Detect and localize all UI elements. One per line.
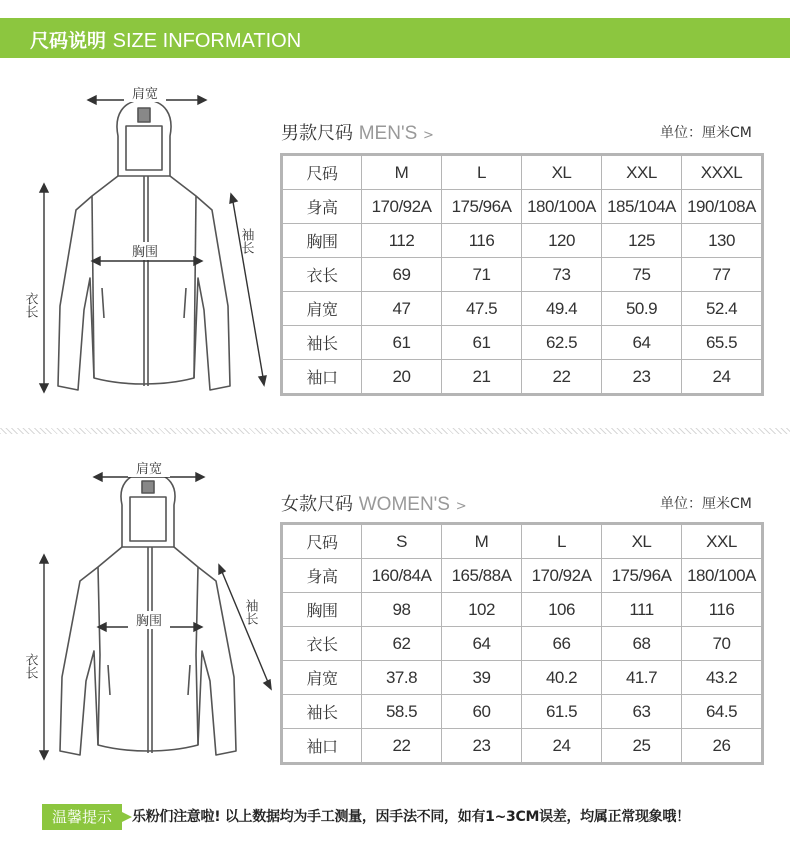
table-cell: 64 bbox=[442, 627, 522, 661]
table-row bbox=[282, 155, 763, 190]
table-cell: 43.2 bbox=[682, 661, 763, 695]
table-cell: 180/100A bbox=[522, 190, 602, 224]
table-row bbox=[282, 258, 763, 292]
table-cell: 160/84A bbox=[362, 559, 442, 593]
women-length-label: 衣长 bbox=[22, 653, 38, 679]
table-cell: 47.5 bbox=[442, 292, 522, 326]
table-cell: XL bbox=[522, 155, 602, 190]
table-row bbox=[282, 593, 763, 627]
row-header-cell: 衣长 bbox=[282, 627, 362, 661]
table-cell: 73 bbox=[522, 258, 602, 292]
table-cell: 170/92A bbox=[362, 190, 442, 224]
table-cell: 116 bbox=[682, 593, 763, 627]
table-cell: 50.9 bbox=[602, 292, 682, 326]
table-cell: 62.5 bbox=[522, 326, 602, 360]
table-cell: 106 bbox=[522, 593, 602, 627]
women-size-table bbox=[280, 522, 764, 765]
table-cell: 24 bbox=[522, 729, 602, 764]
header-title-cn: 尺码说明 bbox=[30, 30, 107, 52]
men-chest-label: 胸围 bbox=[131, 245, 159, 260]
table-cell: 111 bbox=[602, 593, 682, 627]
table-cell: 71 bbox=[442, 258, 522, 292]
women-section-title bbox=[281, 490, 467, 516]
table-cell: 66 bbox=[522, 627, 602, 661]
table-cell: 22 bbox=[362, 729, 442, 764]
table-cell: 77 bbox=[682, 258, 763, 292]
men-section-title bbox=[281, 119, 434, 145]
men-title-cn: 男款尺码 bbox=[281, 123, 353, 144]
table-cell: 58.5 bbox=[362, 695, 442, 729]
men-length-label: 衣长 bbox=[22, 292, 38, 318]
row-header-cell: 袖口 bbox=[282, 360, 362, 395]
women-unit: 单位：厘米CM bbox=[660, 496, 752, 512]
table-cell: 37.8 bbox=[362, 661, 442, 695]
women-chest-label: 胸围 bbox=[135, 614, 163, 629]
table-cell: M bbox=[362, 155, 442, 190]
women-jacket-diagram bbox=[14, 455, 274, 780]
table-cell: 125 bbox=[602, 224, 682, 258]
table-cell: 25 bbox=[602, 729, 682, 764]
header-banner bbox=[0, 18, 790, 58]
section-divider bbox=[0, 428, 790, 434]
table-cell: 70 bbox=[682, 627, 763, 661]
tip-text: 乐粉们注意啦! 以上数据均为手工测量，因手法不同，如有1~3CM误差，均属正常现象哦！ bbox=[132, 809, 690, 825]
table-cell: L bbox=[442, 155, 522, 190]
men-jacket-diagram bbox=[14, 78, 274, 403]
header-banner-tip bbox=[312, 18, 340, 58]
table-cell: L bbox=[522, 524, 602, 559]
table-cell: 120 bbox=[522, 224, 602, 258]
table-cell: 20 bbox=[362, 360, 442, 395]
table-row bbox=[282, 292, 763, 326]
men-title-en: MEN'S bbox=[358, 123, 418, 144]
table-row bbox=[282, 224, 763, 258]
table-cell: 64 bbox=[602, 326, 682, 360]
table-row bbox=[282, 559, 763, 593]
table-cell: 175/96A bbox=[602, 559, 682, 593]
table-cell: XXXL bbox=[682, 155, 763, 190]
table-cell: 65.5 bbox=[682, 326, 763, 360]
tip-badge: 温馨提示 bbox=[42, 804, 122, 830]
table-row bbox=[282, 190, 763, 224]
row-header-cell: 胸围 bbox=[282, 224, 362, 258]
table-cell: 130 bbox=[682, 224, 763, 258]
table-cell: S bbox=[362, 524, 442, 559]
table-cell: 175/96A bbox=[442, 190, 522, 224]
table-cell: 170/92A bbox=[522, 559, 602, 593]
table-cell: XL bbox=[602, 524, 682, 559]
women-title-arrow: > bbox=[455, 499, 467, 514]
table-cell: XXL bbox=[602, 155, 682, 190]
table-row bbox=[282, 695, 763, 729]
table-cell: 165/88A bbox=[442, 559, 522, 593]
table-cell: 41.7 bbox=[602, 661, 682, 695]
men-size-table bbox=[280, 153, 764, 396]
row-header-cell: 尺码 bbox=[282, 155, 362, 190]
table-cell: XXL bbox=[682, 524, 763, 559]
row-header-cell: 肩宽 bbox=[282, 661, 362, 695]
table-cell: 112 bbox=[362, 224, 442, 258]
men-title-arrow: > bbox=[423, 128, 434, 143]
table-cell: 52.4 bbox=[682, 292, 763, 326]
women-title-en: WOMEN'S bbox=[358, 494, 450, 515]
table-cell: 102 bbox=[442, 593, 522, 627]
table-cell: 23 bbox=[602, 360, 682, 395]
table-cell: 49.4 bbox=[522, 292, 602, 326]
table-cell: 180/100A bbox=[682, 559, 763, 593]
table-cell: 26 bbox=[682, 729, 763, 764]
row-header-cell: 肩宽 bbox=[282, 292, 362, 326]
table-row bbox=[282, 661, 763, 695]
table-cell: 68 bbox=[602, 627, 682, 661]
header-title bbox=[30, 26, 301, 53]
table-cell: 23 bbox=[442, 729, 522, 764]
table-cell: 98 bbox=[362, 593, 442, 627]
table-row bbox=[282, 627, 763, 661]
row-header-cell: 袖长 bbox=[282, 326, 362, 360]
table-cell: 61.5 bbox=[522, 695, 602, 729]
women-shoulder-label: 肩宽 bbox=[135, 462, 163, 477]
table-cell: 185/104A bbox=[602, 190, 682, 224]
table-cell: 22 bbox=[522, 360, 602, 395]
table-cell: 60 bbox=[442, 695, 522, 729]
table-cell: 190/108A bbox=[682, 190, 763, 224]
table-cell: 63 bbox=[602, 695, 682, 729]
row-header-cell: 尺码 bbox=[282, 524, 362, 559]
header-title-en: SIZE INFORMATION bbox=[112, 30, 302, 52]
table-cell: 21 bbox=[442, 360, 522, 395]
men-unit: 单位：厘米CM bbox=[660, 125, 752, 141]
table-row bbox=[282, 360, 763, 395]
table-cell: 64.5 bbox=[682, 695, 763, 729]
table-row bbox=[282, 729, 763, 764]
table-cell: 40.2 bbox=[522, 661, 602, 695]
men-shoulder-label: 肩宽 bbox=[131, 87, 159, 102]
table-cell: 39 bbox=[442, 661, 522, 695]
table-cell: 75 bbox=[602, 258, 682, 292]
table-row bbox=[282, 524, 763, 559]
row-header-cell: 身高 bbox=[282, 559, 362, 593]
table-cell: M bbox=[442, 524, 522, 559]
table-cell: 116 bbox=[442, 224, 522, 258]
row-header-cell: 衣长 bbox=[282, 258, 362, 292]
table-cell: 47 bbox=[362, 292, 442, 326]
table-cell: 24 bbox=[682, 360, 763, 395]
table-cell: 69 bbox=[362, 258, 442, 292]
row-header-cell: 胸围 bbox=[282, 593, 362, 627]
women-title-cn: 女款尺码 bbox=[281, 494, 353, 515]
table-cell: 61 bbox=[442, 326, 522, 360]
women-sleeve-label: 袖长 bbox=[242, 599, 258, 625]
table-row bbox=[282, 326, 763, 360]
row-header-cell: 袖长 bbox=[282, 695, 362, 729]
men-sleeve-label: 袖长 bbox=[238, 228, 254, 254]
table-cell: 61 bbox=[362, 326, 442, 360]
table-cell: 62 bbox=[362, 627, 442, 661]
row-header-cell: 袖口 bbox=[282, 729, 362, 764]
row-header-cell: 身高 bbox=[282, 190, 362, 224]
